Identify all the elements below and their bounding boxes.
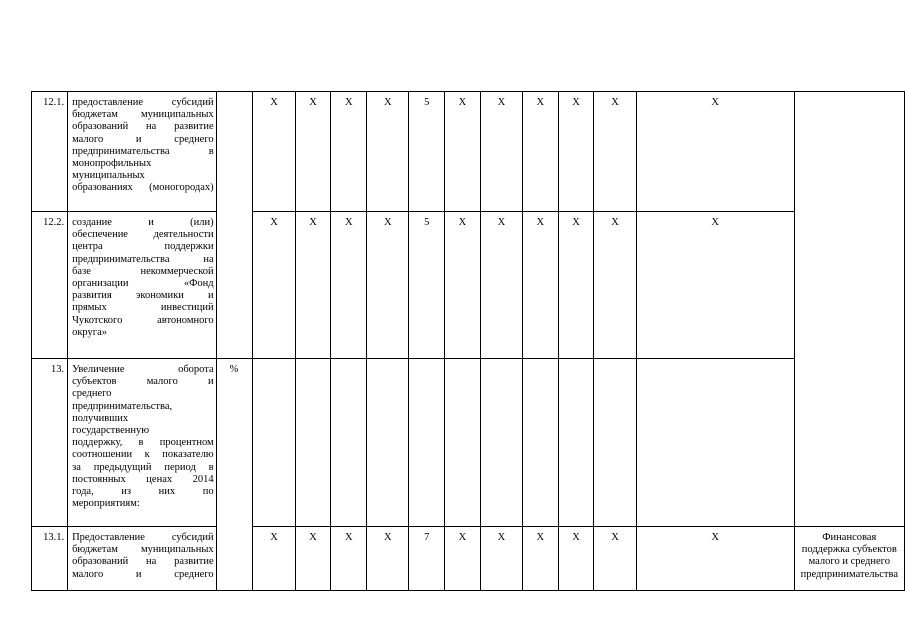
row-number: 13. bbox=[32, 359, 68, 527]
indicator-name bbox=[68, 527, 217, 591]
indicator-name bbox=[68, 359, 217, 527]
value-cell: Х bbox=[253, 212, 295, 359]
value-cell: Х bbox=[594, 527, 636, 591]
indicator-name-line: среднего bbox=[72, 388, 112, 400]
indicator-name bbox=[68, 212, 217, 359]
indicator-name-line: образований на развитие bbox=[72, 556, 214, 568]
indicator-name-line: прямых инвестиций bbox=[72, 302, 214, 314]
indicator-name-line: центра поддержки bbox=[72, 241, 214, 253]
value-cell: Х bbox=[522, 212, 558, 359]
row-number: 13.1. bbox=[32, 527, 68, 591]
value-cell: Х bbox=[558, 92, 594, 212]
value-cell: Х bbox=[522, 527, 558, 591]
value-cell: Х bbox=[480, 212, 522, 359]
value-cell: Х bbox=[558, 212, 594, 359]
value-cell: Х bbox=[594, 212, 636, 359]
value-cell: Х bbox=[594, 92, 636, 212]
indicator-name-line: базе некоммерческой bbox=[72, 265, 214, 277]
value-cell bbox=[480, 359, 522, 527]
indicator-name-line: предпринимательства на bbox=[72, 253, 214, 265]
indicator-name-line: за предыдущий период в bbox=[72, 461, 214, 473]
indicator-name-line: Увеличение оборота bbox=[72, 364, 214, 375]
unit-cell: % bbox=[216, 359, 253, 591]
indicator-name-line: муниципальных bbox=[72, 170, 145, 182]
indicator-name-line: организации «Фонд bbox=[72, 278, 214, 290]
value-cell: Х bbox=[331, 212, 367, 359]
value-cell: 5 bbox=[409, 212, 445, 359]
value-cell: Х bbox=[253, 92, 295, 212]
indicator-name-line: предоставление субсидий bbox=[72, 97, 214, 108]
row-number: 12.1. bbox=[32, 92, 68, 212]
indicator-name-line: предпринимательства, bbox=[72, 400, 173, 412]
indicator-name-line: Чукотского автономного bbox=[72, 314, 214, 326]
indicator-name-line: Предоставление субсидий bbox=[72, 532, 214, 543]
value-cell: Х bbox=[636, 92, 794, 212]
value-cell: Х bbox=[367, 92, 409, 212]
value-cell bbox=[253, 359, 295, 527]
value-cell: Х bbox=[445, 92, 481, 212]
table-row bbox=[32, 527, 905, 591]
value-cell: Х bbox=[295, 92, 331, 212]
indicator-name-line: года, из них по bbox=[72, 486, 214, 498]
value-cell: Х bbox=[367, 212, 409, 359]
value-cell bbox=[295, 359, 331, 527]
value-cell: 7 bbox=[409, 527, 445, 591]
value-cell: Х bbox=[480, 527, 522, 591]
indicator-name-line: монопрофильных bbox=[72, 158, 152, 170]
indicator-name-line: соотношении к показателю bbox=[72, 449, 214, 461]
indicator-name-line: мероприятиям: bbox=[72, 498, 140, 510]
note-cell bbox=[794, 92, 904, 527]
indicator-name-line: малого и среднего bbox=[72, 133, 214, 145]
indicator-name-line: малого и среднего bbox=[72, 568, 214, 580]
indicator-name-line: получивших bbox=[72, 412, 129, 424]
value-cell: Х bbox=[253, 527, 295, 591]
value-cell: Х bbox=[480, 92, 522, 212]
indicator-name-line: создание и (или) bbox=[72, 217, 214, 228]
indicator-name-line: государственную bbox=[72, 425, 150, 437]
value-cell: Х bbox=[558, 527, 594, 591]
value-cell bbox=[636, 359, 794, 527]
value-cell: Х bbox=[636, 527, 794, 591]
table-row bbox=[32, 92, 905, 212]
value-cell: Х bbox=[331, 527, 367, 591]
table-row bbox=[32, 212, 905, 359]
value-cell: Х bbox=[445, 527, 481, 591]
value-cell: Х bbox=[522, 92, 558, 212]
value-cell: Х bbox=[367, 527, 409, 591]
value-cell: 5 bbox=[409, 92, 445, 212]
value-cell bbox=[367, 359, 409, 527]
indicator-name-line: округа» bbox=[72, 326, 108, 338]
value-cell: Х bbox=[295, 212, 331, 359]
indicator-name-line: предпринимательства в bbox=[72, 145, 214, 157]
value-cell bbox=[445, 359, 481, 527]
indicator-name bbox=[68, 92, 217, 212]
value-cell bbox=[409, 359, 445, 527]
indicator-name-line: бюджетам муниципальных bbox=[72, 544, 214, 556]
value-cell bbox=[331, 359, 367, 527]
indicator-name-line: постоянных ценах 2014 bbox=[72, 473, 214, 485]
row-number: 12.2. bbox=[32, 212, 68, 359]
value-cell: Х bbox=[331, 92, 367, 212]
indicator-name-line: развития экономики и bbox=[72, 290, 214, 302]
indicator-name-line: бюджетам муниципальных bbox=[72, 109, 214, 121]
indicator-name-line: образований на развитие bbox=[72, 121, 214, 133]
value-cell: Х bbox=[445, 212, 481, 359]
unit-cell bbox=[216, 92, 253, 359]
program-indicators-table bbox=[31, 91, 905, 591]
indicator-name-line: поддержку, в процентном bbox=[72, 437, 214, 449]
indicator-name-line: образованиях (моногородах) bbox=[72, 182, 214, 194]
value-cell: Х bbox=[636, 212, 794, 359]
value-cell bbox=[522, 359, 558, 527]
indicator-name-line: обеспечение деятельности bbox=[72, 229, 214, 241]
note-cell: Финансовая поддержка субъектов малого и среднего предпринимательства bbox=[794, 527, 904, 591]
table-row bbox=[32, 359, 905, 527]
value-cell: Х bbox=[295, 527, 331, 591]
value-cell bbox=[558, 359, 594, 527]
indicator-name-line: субъектов малого и bbox=[72, 376, 214, 388]
value-cell bbox=[594, 359, 636, 527]
